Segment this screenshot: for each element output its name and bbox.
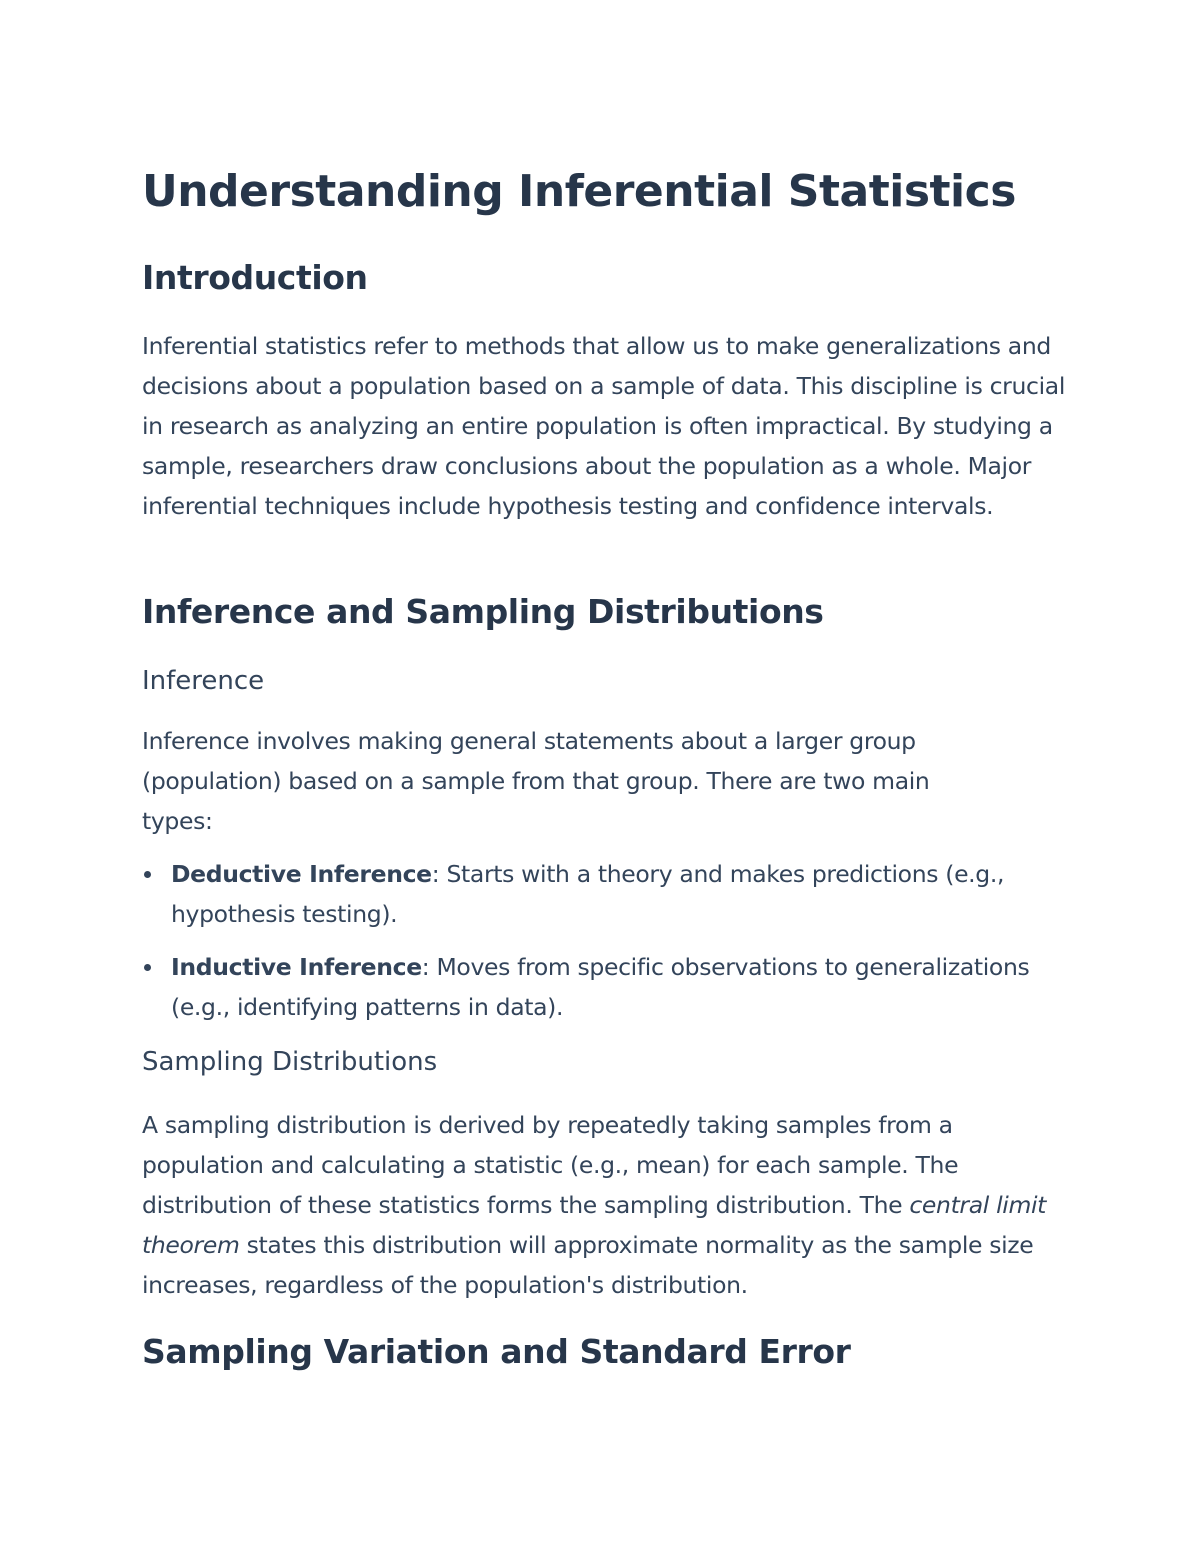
- sampling-paragraph-start: A sampling distribution is derived by repeatedly taking samples from a population and calculating a statistic (e.g., mean) for each sample. The distribution of these statistics forms the sampling distribution. The: [142, 1111, 959, 1219]
- sampling-paragraph-end: states this distribution will approximate normality as the sample size increases, regardless of the population's distribution.: [142, 1231, 1034, 1299]
- central-limit-theorem-emphasis: central limit theorem: [142, 1191, 1047, 1259]
- deductive-inference-term: Deductive Inference: [171, 860, 432, 888]
- deductive-inference-text: : Starts with a theory and makes predictions (e.g., hypothesis testing).: [171, 860, 1005, 928]
- inference-sampling-heading: Inference and Sampling Distributions: [142, 592, 824, 631]
- bullet-dot-icon: [144, 964, 151, 971]
- page-title: Understanding Inferential Statistics: [142, 166, 1016, 217]
- bullet-dot-icon: [144, 871, 151, 878]
- sampling-distributions-paragraph: [142, 1105, 1057, 1305]
- inductive-inference-term: Inductive Inference: [171, 953, 422, 981]
- sampling-variation-heading: Sampling Variation and Standard Error: [142, 1332, 851, 1371]
- introduction-heading: Introduction: [142, 258, 368, 297]
- inference-types-list: [142, 854, 1042, 1040]
- list-item-inductive: [142, 947, 1042, 1027]
- inference-paragraph: Inference involves making general statements about a larger group (population) based on a sample from that group. There are two main types:: [142, 727, 930, 835]
- list-item-deductive: [142, 854, 1042, 934]
- inductive-inference-text: : Moves from specific observations to generalizations (e.g., identifying patterns in data).: [171, 953, 1030, 1021]
- inference-subheading: Inference: [142, 666, 265, 696]
- sampling-distributions-subheading: Sampling Distributions: [142, 1047, 438, 1077]
- introduction-paragraph: Inferential statistics refer to methods that allow us to make generalizations and decisions about a population based on a sample of data. This discipline is crucial in research as analyzing an entire population is often impractical. By studying a sample, researchers draw conclusions about the population as a whole. Major inferential techniques include hypothesis testing and confidence intervals.: [142, 332, 1065, 520]
